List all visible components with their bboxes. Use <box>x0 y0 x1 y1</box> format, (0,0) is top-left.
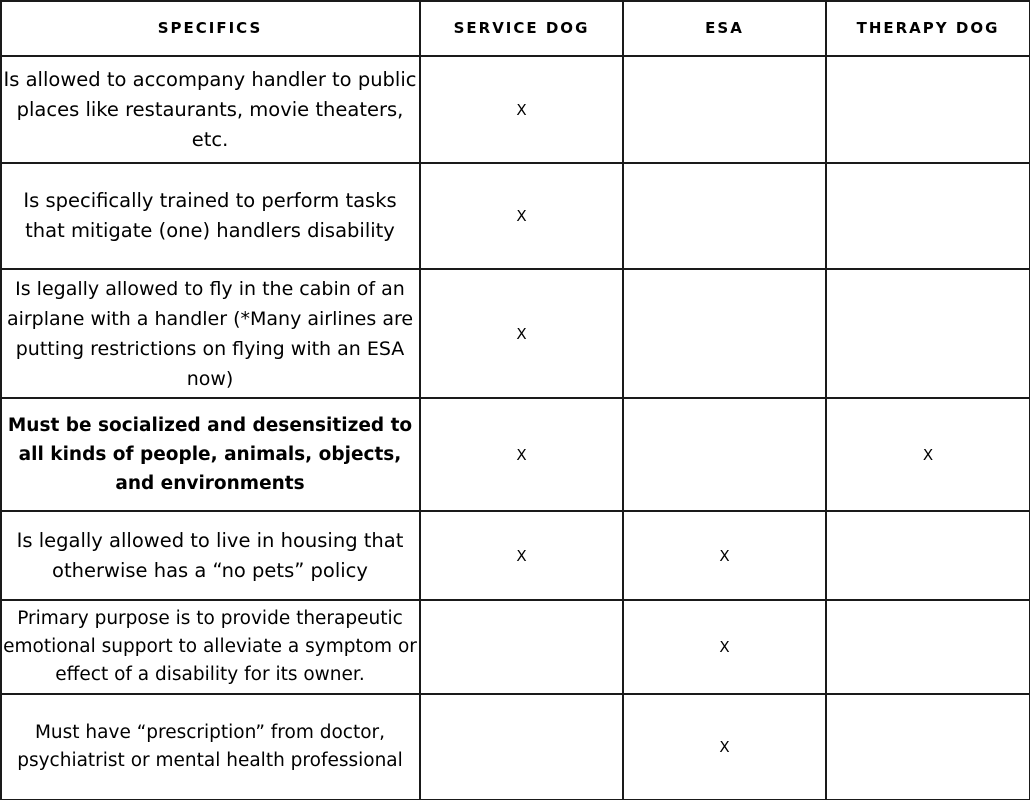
spec-fly-cabin: Is legally allowed to fly in the cabin of an airplane with a handler (*Many airlines are putting restrictions on flying with an ESA now) <box>6 277 414 390</box>
mark-service-dog: X <box>516 207 527 225</box>
mark-therapy-dog <box>826 694 1030 800</box>
mark-esa: X <box>719 546 730 565</box>
mark-esa <box>623 56 826 163</box>
column-divider <box>622 0 624 800</box>
mark-esa <box>623 398 826 511</box>
row-divider <box>0 599 1030 601</box>
row-divider <box>0 397 1030 399</box>
spec-socialized: Must be socialized and desensitized to all kinds of people, animals, objects, and environments <box>7 415 413 494</box>
mark-esa: X <box>719 638 730 656</box>
spec-primary-purpose: Primary purpose is to provide therapeutic emotional support to alleviate a symptom or effect of a disability for its owner. <box>3 608 417 685</box>
spec-trained-tasks: Is specifically trained to perform tasks that mitigate (one) handlers disability <box>23 189 397 242</box>
header-esa: ESA <box>705 19 744 37</box>
column-divider <box>419 0 421 800</box>
header-service-dog: SERVICE DOG <box>453 19 590 37</box>
row-divider <box>0 510 1030 512</box>
mark-service-dog: X <box>516 445 527 464</box>
row-divider <box>0 268 1030 270</box>
mark-therapy-dog <box>826 163 1030 269</box>
mark-service-dog <box>420 694 623 800</box>
row-divider <box>0 55 1030 57</box>
mark-service-dog: X <box>516 100 527 119</box>
mark-esa <box>623 163 826 269</box>
row-divider <box>0 162 1030 164</box>
mark-service-dog: X <box>516 324 527 343</box>
header-specifics: SPECIFICS <box>157 19 263 37</box>
mark-therapy-dog <box>826 56 1030 163</box>
column-divider <box>825 0 827 800</box>
header-therapy-dog: THERAPY DOG <box>856 19 1000 37</box>
mark-esa <box>623 269 826 398</box>
spec-public-places: Is allowed to accompany handler to public places like restaurants, movie theaters, etc. <box>3 67 417 151</box>
mark-therapy-dog: X <box>922 445 934 464</box>
spec-prescription: Must have “prescription” from doctor, psychiatrist or mental health professional <box>17 722 403 771</box>
mark-therapy-dog <box>826 600 1030 694</box>
mark-service-dog: X <box>516 546 527 565</box>
mark-therapy-dog <box>826 511 1030 600</box>
mark-therapy-dog <box>826 269 1030 398</box>
mark-service-dog <box>420 600 623 694</box>
mark-esa: X <box>719 738 730 756</box>
table-border-top <box>0 0 1030 2</box>
spec-housing: Is legally allowed to live in housing that otherwise has a “no pets” policy <box>16 528 404 582</box>
table-border-left <box>0 0 2 800</box>
row-divider <box>0 693 1030 695</box>
